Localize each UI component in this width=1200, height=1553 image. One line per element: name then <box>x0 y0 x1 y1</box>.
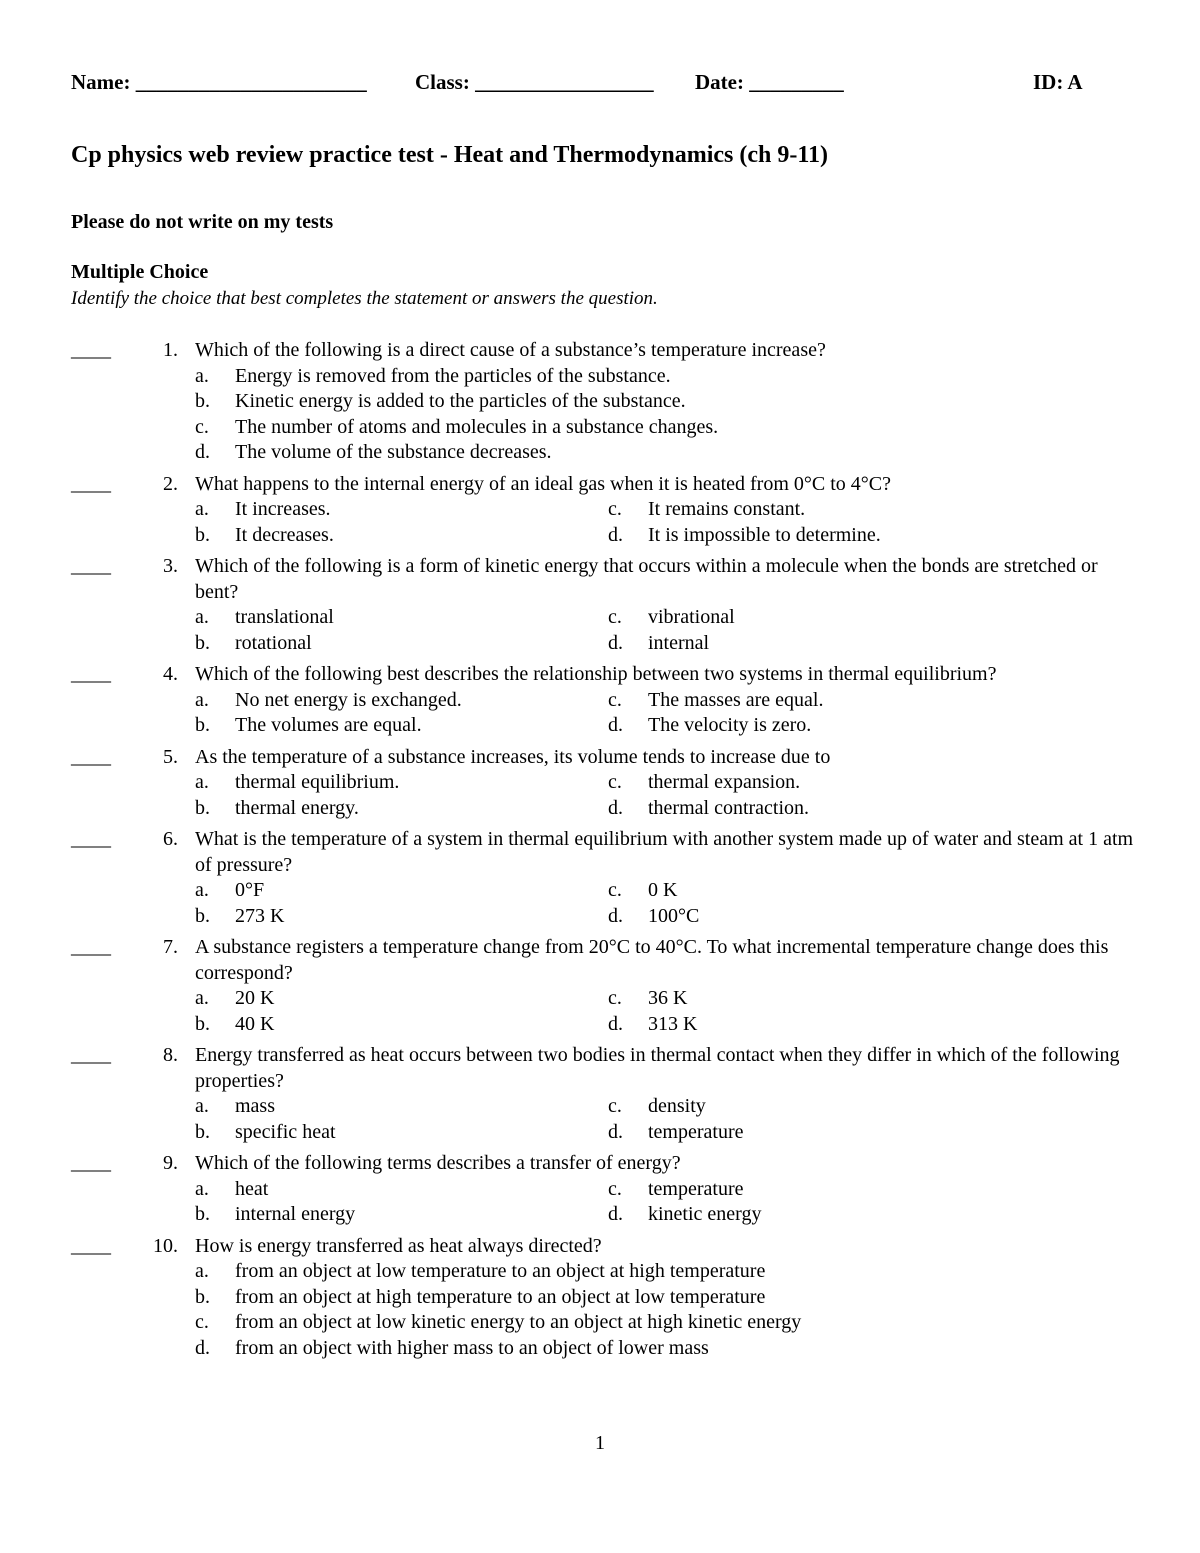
answer-choice <box>195 1120 595 1146</box>
choice-label: c. <box>608 606 622 628</box>
question-number: 8. <box>163 1044 178 1066</box>
choice-text: The number of atoms and molecules in a substance changes. <box>235 415 719 438</box>
choice-text: specific heat <box>235 1120 336 1143</box>
choice-label: b. <box>195 631 210 654</box>
question-stem: Energy transferred as heat occurs between two bodies in thermal contact when they differ in which of the following properties? <box>195 1044 1120 1092</box>
answer-choice <box>608 1202 1008 1228</box>
test-id: ID: A <box>1033 70 1083 94</box>
answer-choice <box>608 1177 1008 1203</box>
choice-grid <box>0 770 1200 821</box>
choice-text: 36 K <box>648 987 688 1009</box>
choice-label: d. <box>608 1203 623 1225</box>
answer-choice <box>195 878 595 904</box>
choice-label: c. <box>608 879 622 901</box>
choice-text: kinetic energy <box>648 1203 762 1225</box>
answer-choice <box>608 497 1008 523</box>
answer-blank: ____ <box>71 1152 111 1174</box>
choice-text: 0 K <box>648 879 678 901</box>
choice-label: a. <box>195 771 209 793</box>
choice-text: The masses are equal. <box>648 688 824 711</box>
question-item <box>0 935 1200 1037</box>
question-item <box>0 472 1200 549</box>
choice-label: a. <box>195 1260 209 1282</box>
choice-label: c. <box>608 498 622 520</box>
answer-choice <box>195 1177 595 1203</box>
answer-choice <box>608 1094 1008 1120</box>
answer-choice <box>608 688 1008 714</box>
question-stem: How is energy transferred as heat always directed? <box>195 1234 602 1257</box>
answer-choice <box>608 713 1008 739</box>
answer-choice <box>608 878 1008 904</box>
answer-blank: ____ <box>71 472 111 495</box>
choice-text: from an object with higher mass to an object of lower mass <box>235 1336 709 1359</box>
choice-text: It remains constant. <box>648 498 806 520</box>
answer-choice <box>608 904 1008 930</box>
choice-label: c. <box>608 1177 622 1200</box>
answer-choice <box>195 631 595 657</box>
question-stem: Which of the following is a direct cause of a substance’s temperature increase? <box>195 339 826 361</box>
choice-label: b. <box>195 714 210 736</box>
answer-choice <box>195 1310 1200 1336</box>
choice-label: d. <box>195 1336 210 1359</box>
choice-label: a. <box>195 364 209 387</box>
choice-label: d. <box>195 441 210 463</box>
choice-text: The velocity is zero. <box>648 714 812 736</box>
choice-label: a. <box>195 688 209 711</box>
answer-blank: ____ <box>71 1044 111 1066</box>
choice-list <box>0 364 1200 466</box>
choice-text: thermal expansion. <box>648 771 801 793</box>
choice-grid <box>0 878 1200 929</box>
question-item <box>0 1043 1200 1145</box>
answer-choice <box>195 713 595 739</box>
answer-choice <box>195 904 595 930</box>
question-stem: What happens to the internal energy of an ideal gas when it is heated from 0°C to 4°C? <box>195 472 891 495</box>
choice-label: d. <box>608 904 623 927</box>
question-number: 10. <box>153 1234 178 1257</box>
answer-choice <box>195 986 595 1012</box>
question-number: 7. <box>163 936 178 958</box>
choice-label: b. <box>195 1285 210 1308</box>
choice-label: d. <box>608 714 623 736</box>
choice-label: c. <box>195 415 209 438</box>
choice-label: a. <box>195 606 209 628</box>
answer-blank: ____ <box>71 663 111 685</box>
choice-text: 0°F <box>235 879 265 901</box>
answer-choice <box>608 1012 1008 1038</box>
question-item <box>0 827 1200 929</box>
choice-label: b. <box>195 1012 210 1035</box>
answer-choice <box>608 605 1008 631</box>
section-heading: Multiple Choice <box>71 261 209 283</box>
choice-label: d. <box>608 523 623 546</box>
answer-choice <box>195 440 1200 466</box>
class-field: Class: _________________ <box>415 70 654 94</box>
question-item <box>0 662 1200 739</box>
choice-text: thermal equilibrium. <box>235 771 400 793</box>
choice-label: d. <box>608 1120 623 1143</box>
answer-blank: ____ <box>71 1234 111 1257</box>
choice-label: c. <box>608 1095 622 1117</box>
answer-choice <box>608 986 1008 1012</box>
question-stem: Which of the following best describes the relationship between two systems in thermal equilibrium? <box>195 663 997 685</box>
answer-choice <box>608 770 1008 796</box>
choice-label: c. <box>608 771 622 793</box>
choice-grid <box>0 1094 1200 1145</box>
question-list <box>0 338 1200 1367</box>
choice-label: a. <box>195 1177 209 1200</box>
question-stem: What is the temperature of a system in thermal equilibrium with another system made up of water and steam at 1 atm of pressure? <box>195 828 1134 876</box>
answer-choice <box>195 364 1200 390</box>
question-number: 4. <box>163 663 178 685</box>
choice-text: It is impossible to determine. <box>648 523 881 546</box>
name-field: Name: ______________________ <box>71 70 367 94</box>
answer-choice <box>195 497 595 523</box>
choice-grid <box>0 688 1200 739</box>
question-number: 9. <box>163 1152 178 1174</box>
choice-text: translational <box>235 606 334 628</box>
choice-text: vibrational <box>648 606 735 628</box>
choice-label: a. <box>195 879 209 901</box>
answer-choice <box>195 1259 1200 1285</box>
answer-choice <box>195 389 1200 415</box>
choice-text: temperature <box>648 1120 744 1143</box>
answer-choice <box>195 796 595 822</box>
answer-choice <box>195 415 1200 441</box>
choice-text: It increases. <box>235 498 331 520</box>
choice-text: It decreases. <box>235 523 334 546</box>
question-item <box>0 1234 1200 1362</box>
section-instructions: Identify the choice that best completes the statement or answers the question. <box>71 288 658 309</box>
answer-choice <box>608 796 1008 822</box>
answer-blank: ____ <box>71 828 111 850</box>
question-number: 6. <box>163 828 178 850</box>
page-number: 1 <box>595 1432 605 1454</box>
choice-label: c. <box>608 688 622 711</box>
choice-text: No net energy is exchanged. <box>235 688 462 711</box>
choice-text: The volume of the substance decreases. <box>235 441 552 463</box>
question-item <box>0 745 1200 822</box>
choice-text: The volumes are equal. <box>235 714 422 736</box>
page-title: Cp physics web review practice test - Heat and Thermodynamics (ch 9-11) <box>71 142 829 168</box>
choice-label: a. <box>195 1095 209 1117</box>
choice-grid <box>0 605 1200 656</box>
choice-label: d. <box>608 796 623 819</box>
question-item <box>0 554 1200 656</box>
choice-label: b. <box>195 1120 210 1143</box>
question-number: 2. <box>163 472 178 495</box>
answer-choice <box>195 605 595 631</box>
question-stem: As the temperature of a substance increases, its volume tends to increase due to <box>195 745 831 768</box>
question-number: 3. <box>163 555 178 577</box>
date-field: Date: _________ <box>695 70 844 94</box>
test-note: Please do not write on my tests <box>71 211 334 233</box>
choice-grid <box>0 986 1200 1037</box>
answer-choice <box>608 523 1008 549</box>
answer-choice <box>195 770 595 796</box>
answer-choice <box>195 1285 1200 1311</box>
choice-label: c. <box>608 987 622 1009</box>
choice-label: b. <box>195 1203 210 1225</box>
question-number: 1. <box>163 339 178 361</box>
answer-blank: ____ <box>71 555 111 577</box>
answer-choice <box>195 1094 595 1120</box>
choice-text: mass <box>235 1095 275 1117</box>
choice-label: d. <box>608 631 623 654</box>
choice-text: from an object at low temperature to an object at high temperature <box>235 1260 766 1282</box>
choice-list <box>0 1259 1200 1361</box>
choice-text: heat <box>235 1177 269 1200</box>
choice-text: Energy is removed from the particles of the substance. <box>235 364 671 387</box>
choice-label: a. <box>195 498 209 520</box>
answer-choice <box>195 688 595 714</box>
choice-text: 313 K <box>648 1012 698 1035</box>
choice-grid <box>0 1177 1200 1228</box>
question-stem: Which of the following terms describes a transfer of energy? <box>195 1152 681 1174</box>
choice-text: 40 K <box>235 1012 275 1035</box>
answer-choice <box>195 523 595 549</box>
answer-blank: ____ <box>71 339 111 361</box>
answer-choice <box>608 1120 1008 1146</box>
choice-text: from an object at high temperature to an object at low temperature <box>235 1285 766 1308</box>
choice-label: a. <box>195 987 209 1009</box>
answer-choice <box>608 631 1008 657</box>
choice-text: 20 K <box>235 987 275 1009</box>
choice-label: b. <box>195 390 210 412</box>
choice-text: thermal contraction. <box>648 796 810 819</box>
choice-label: d. <box>608 1012 623 1035</box>
choice-text: internal energy <box>235 1203 356 1225</box>
choice-label: b. <box>195 523 210 546</box>
question-item <box>0 1151 1200 1228</box>
answer-blank: ____ <box>71 745 111 768</box>
question-stem: Which of the following is a form of kinetic energy that occurs within a molecule when the bonds are stretched or bent? <box>195 555 1098 603</box>
choice-label: b. <box>195 904 210 927</box>
choice-text: 100°C <box>648 904 700 927</box>
choice-text: thermal energy. <box>235 796 359 819</box>
question-number: 5. <box>163 745 178 768</box>
choice-text: from an object at low kinetic energy to an object at high kinetic energy <box>235 1311 802 1333</box>
choice-label: b. <box>195 796 210 819</box>
choice-text: density <box>648 1095 706 1117</box>
answer-choice <box>195 1336 1200 1362</box>
answer-blank: ____ <box>71 936 111 958</box>
question-stem: A substance registers a temperature change from 20°C to 40°C. To what incremental temperature change does this correspond? <box>195 936 1109 984</box>
choice-label: c. <box>195 1311 209 1333</box>
answer-choice <box>195 1012 595 1038</box>
choice-text: temperature <box>648 1177 744 1200</box>
choice-text: rotational <box>235 631 312 654</box>
choice-grid <box>0 497 1200 548</box>
choice-text: Kinetic energy is added to the particles of the substance. <box>235 390 686 412</box>
choice-text: internal <box>648 631 710 654</box>
question-item <box>0 338 1200 466</box>
choice-text: 273 K <box>235 904 285 927</box>
answer-choice <box>195 1202 595 1228</box>
